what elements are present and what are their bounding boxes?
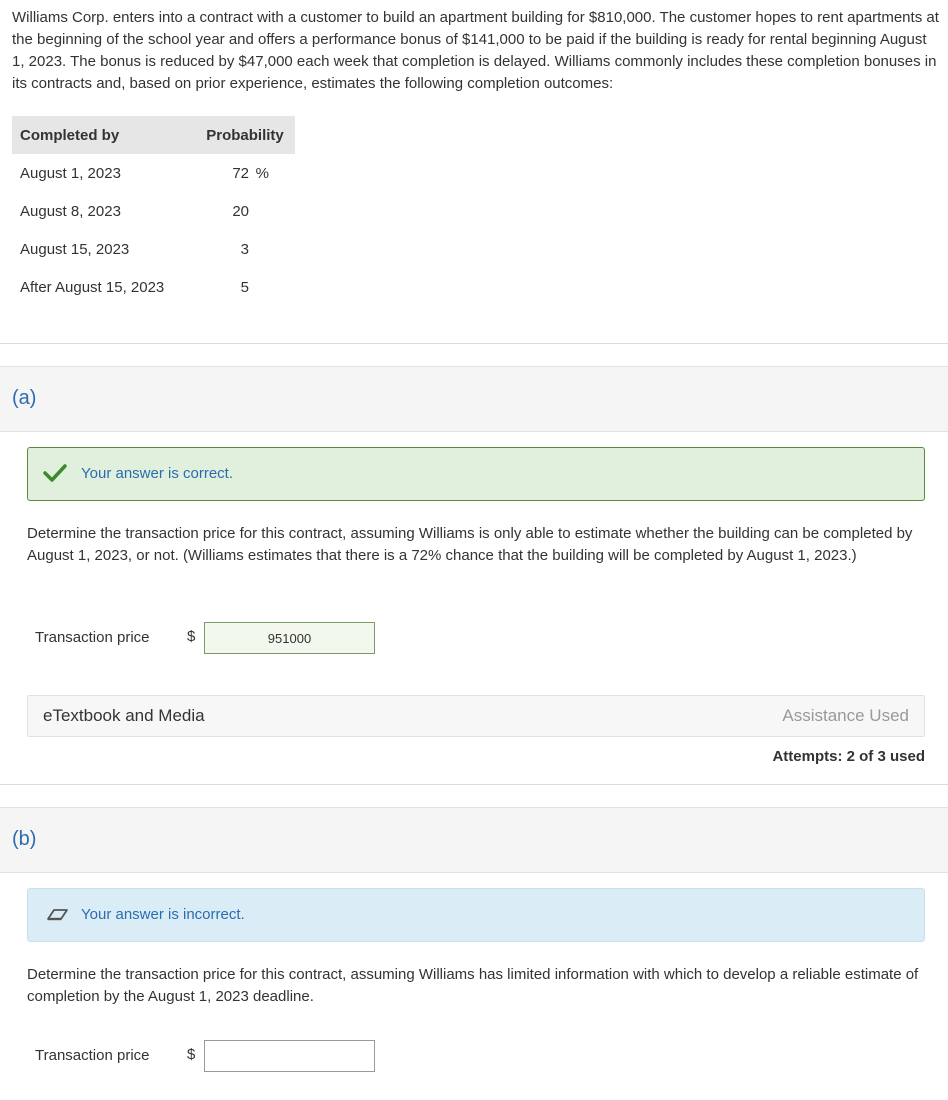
header-probability: Probability [195, 116, 295, 154]
transaction-price-label: Transaction price [35, 629, 150, 646]
part-a-question: Determine the transaction price for this contract, assuming Williams is only able to estimate whether the building can be completed by August 1, 2023, or not. (Williams estimates that there is a 72% chance that the building will be completed by August 1, 2023.) [27, 525, 913, 564]
etextbook-media-bar[interactable] [27, 695, 925, 737]
part-b-header [0, 807, 948, 873]
row-date: August 15, 2023 [20, 240, 130, 258]
currency-symbol: $ [187, 628, 196, 645]
eraser-icon [42, 903, 68, 925]
part-a-feedback [27, 447, 925, 501]
row-probability [195, 268, 295, 306]
probability-value: 3 [240, 240, 249, 258]
etextbook-media-link[interactable]: eTextbook and Media [43, 706, 205, 725]
currency-symbol: $ [187, 1046, 196, 1063]
table-row [12, 154, 295, 192]
transaction-price-input-a[interactable] [204, 622, 375, 654]
part-a-label: (a) [12, 387, 37, 409]
part-b-feedback [27, 888, 925, 942]
row-probability [195, 154, 295, 192]
table-header-row [12, 116, 295, 154]
part-b-question: Determine the transaction price for this contract, assuming Williams has limited information with which to develop a reliable estimate of completion by the August 1, 2023 deadline. [27, 966, 919, 1005]
part-b-label: (b) [12, 828, 37, 850]
table-row [12, 230, 295, 268]
transaction-price-input-b[interactable] [204, 1040, 375, 1072]
row-probability [195, 230, 295, 268]
completion-probability-table [12, 116, 295, 306]
table-row [12, 268, 295, 306]
feedback-text: Your answer is incorrect. [81, 906, 245, 923]
header-completed-by: Completed by [12, 116, 195, 154]
problem-intro: Williams Corp. enters into a contract with a customer to build an apartment building for $810,000. The customer hopes to rent apartments at the beginning of the school year and offers a performance bonus of $141,000 to be paid if the building is ready for rental beginning August 1, 2023. The bonus is reduced by $47,000 each week that completion is delayed. Williams commonly includes these completion bonuses in its contracts and, based on prior experience, estimates the following completion outcomes: [12, 9, 939, 92]
table-row [12, 192, 295, 230]
probability-value: 5 [240, 278, 249, 296]
assistance-used-label: Assistance Used [782, 706, 909, 725]
checkmark-icon [42, 462, 68, 484]
attempts-counter: Attempts: 2 of 3 used [772, 748, 925, 765]
percent-sign: % [255, 164, 269, 182]
part-a-header [0, 366, 948, 432]
probability-value: 20 [232, 202, 249, 220]
section-divider [0, 343, 948, 344]
row-date: August 8, 2023 [20, 202, 121, 220]
row-date: August 1, 2023 [20, 164, 121, 182]
transaction-price-label: Transaction price [35, 1047, 150, 1064]
row-probability [195, 192, 295, 230]
feedback-text: Your answer is correct. [81, 465, 234, 482]
row-date: After August 15, 2023 [20, 278, 165, 296]
section-divider [0, 784, 948, 785]
probability-value: 72 [232, 164, 249, 182]
